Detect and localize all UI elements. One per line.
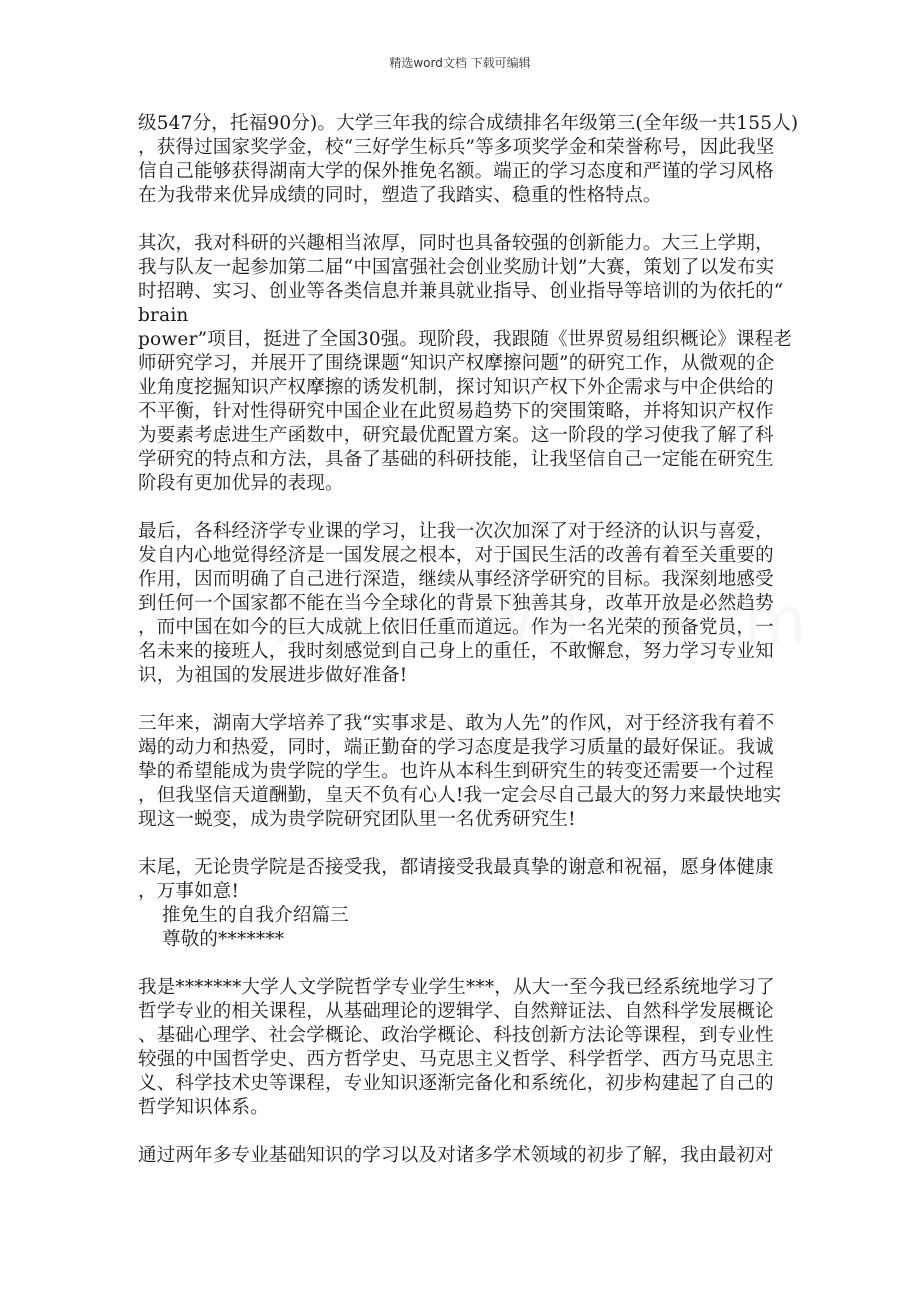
text-line: 信自己能够获得湖南大学的保外推免名额。端正的学习态度和严谨的学习风格 [138, 161, 774, 182]
text-line: 、基础心理学、社会学概论、政治学概论、科技创新方法论等课程，到专业性 [138, 1025, 774, 1046]
text-line: 学研究的特点和方法，具备了基础的科研技能，让我坚信自己一定能在研究生 [138, 449, 774, 470]
text-line: 哲学知识体系。 [138, 1097, 269, 1118]
text-line: 不平衡，针对性得研究中国企业在此贸易趋势下的突围策略，并将知识产权作 [138, 401, 774, 422]
paragraph [138, 232, 793, 496]
paragraph [138, 976, 783, 1120]
text-line: 师研究学习，并展开了围绕课题“知识产权摩擦问题”的研究工作，从微观的企 [138, 353, 775, 374]
text-line: 现这一蜕变，成为贵学院研究团队里一名优秀研究生! [138, 809, 576, 830]
text-line: 名未来的接班人，我时刻感觉到自己身上的重任，不敢懈怠，努力学习专业知 [138, 641, 774, 662]
text-line: 末尾，无论贵学院是否接受我，都请接受我最真挚的谢意和祝福，愿身体健康 [138, 857, 774, 878]
text-line: 义、科学技术史等课程，专业知识逐渐完备化和系统化，初步构建起了自己的 [138, 1073, 774, 1094]
text-line: ，获得过国家奖学金，校“三好学生标兵”等多项奖学金和荣誉称号，因此我坚 [138, 137, 775, 158]
text-line: 其次，我对科研的兴趣相当浓厚，同时也具备较强的创新能力。大三上学期， [138, 233, 774, 254]
text-line: 发自内心地觉得经济是一国发展之根本，对于国民生活的改善有着至关重要的 [138, 545, 774, 566]
paragraph [138, 1144, 783, 1168]
salutation: 尊敬的******* [162, 929, 285, 950]
text-line: 在为我带来优异成绩的同时，塑造了我踏实、稳重的性格特点。 [138, 185, 662, 206]
text-line: 我与队友一起参加第二届“中国富强社会创业奖励计划”大赛，策划了以发布实 [138, 257, 775, 278]
text-line: brain [138, 305, 189, 326]
page-header: 精选word文档 下载可编辑 [389, 56, 531, 70]
text-line: 最后，各科经济学专业课的学习，让我一次次加深了对于经济的认识与喜爱， [138, 521, 774, 542]
text-line: 较强的中国哲学史、西方哲学史、马克思主义哲学、科学哲学、西方马克思主 [138, 1049, 774, 1070]
text-line: 识，为祖国的发展进步做好准备! [138, 665, 408, 686]
text-line: 三年来，湖南大学培养了我“实事求是、敢为人先”的作风，对于经济我有着不 [138, 713, 775, 734]
text-line: 时招聘、实习、创业等各类信息并兼具就业指导、创业指导等培训的为依托的“ [138, 281, 784, 302]
paragraph [138, 712, 783, 832]
paragraph [138, 520, 783, 688]
text-line: 我是*******大学人文学院哲学专业学生***，从大一至今我已经系统地学习了 [138, 977, 775, 998]
text-line: ，但我坚信天道酬勤，皇天不负有心人!我一定会尽自己最大的努力来最快地实 [138, 785, 782, 806]
text-line: 到任何一个国家都不能在当今全球化的背景下独善其身，改革开放是必然趋势 [138, 593, 774, 614]
text-line: 哲学专业的相关课程，从基础理论的逻辑学、自然辩证法、自然科学发展概论 [138, 1001, 774, 1022]
text-line: 挚的希望能成为贵学院的学生。也许从本科生到研究生的转变还需要一个过程 [138, 761, 774, 782]
text-line: power”项目，挺进了全国30强。现阶段，我跟随《世界贸易组织概论》课程老 [138, 329, 793, 350]
text-line: 级547分，托福90分)。大学三年我的综合成绩排名年级第三(全年级一共155人) [138, 113, 799, 134]
paragraph [138, 112, 799, 208]
text-line: 阶段有更加优异的表现。 [138, 473, 344, 494]
text-line: 业角度挖掘知识产权摩擦的诱发机制，探讨知识产权下外企需求与中企供给的 [138, 377, 774, 398]
document-body [138, 112, 799, 1168]
text-line: 作用，因而明确了自己进行深造，继续从事经济学研究的目标。我深刻地感受 [138, 569, 774, 590]
text-line: ，万事如意! [138, 881, 240, 902]
text-line: 通过两年多专业基础知识的学习以及对诸多学术领域的初步了解，我由最初对 [138, 1145, 774, 1166]
paragraph [138, 856, 783, 952]
text-line: 为要素考虑进生产函数中，研究最优配置方案。这一阶段的学习使我了解了科 [138, 425, 774, 446]
text-line: ，而中国在如今的巨大成就上依旧任重而道远。作为一名光荣的预备党员，一 [138, 617, 774, 638]
text-line: 竭的动力和热爱，同时，端正勤奋的学习态度是我学习质量的最好保证。我诚 [138, 737, 774, 758]
section-title: 推免生的自我介绍篇三 [162, 905, 350, 926]
